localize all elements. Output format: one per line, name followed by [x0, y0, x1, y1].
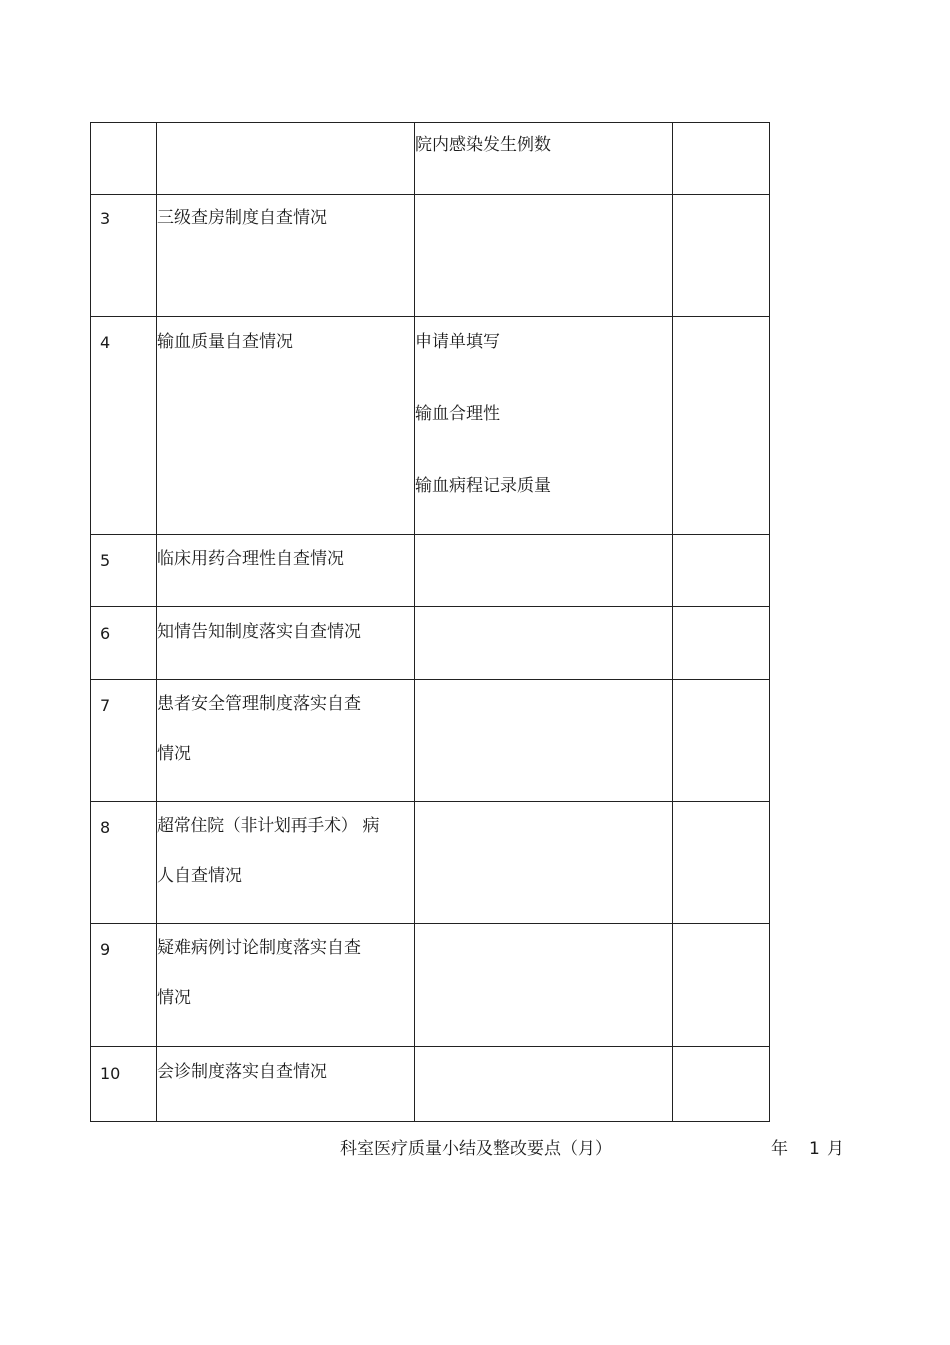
- year-label: 年: [771, 1139, 788, 1159]
- result-cell: [673, 535, 770, 607]
- item-text: 患者安全管理制度落实自查: [157, 694, 361, 714]
- sub-item-cell: [415, 802, 673, 924]
- sub-item-cell: [415, 317, 673, 535]
- result-cell: [673, 1047, 770, 1122]
- row-number: 7: [91, 680, 157, 802]
- item-cell: [157, 924, 415, 1047]
- result-cell: [673, 802, 770, 924]
- item-text: 输血质量自查情况: [157, 332, 293, 352]
- row-number: 8: [91, 802, 157, 924]
- sub-item-cell: [415, 123, 673, 195]
- result-cell: [673, 317, 770, 535]
- item-text: 超常住院（非计划再手术） 病: [157, 816, 380, 836]
- item-cell: [157, 802, 415, 924]
- item-cell: [157, 1047, 415, 1122]
- item-text: 会诊制度落实自查情况: [157, 1062, 327, 1082]
- quality-checklist-table: [90, 122, 770, 1122]
- result-cell: [673, 195, 770, 317]
- row-number: 9: [91, 924, 157, 1047]
- table-row: [91, 1047, 770, 1122]
- table-row: [91, 317, 770, 535]
- item-text: 临床用药合理性自查情况: [157, 549, 344, 569]
- result-cell: [673, 924, 770, 1047]
- sub-item-cell: [415, 607, 673, 680]
- item-cell: [157, 535, 415, 607]
- sub-item-cell: [415, 195, 673, 317]
- row-number: 4: [91, 317, 157, 535]
- table-row: [91, 802, 770, 924]
- result-cell: [673, 607, 770, 680]
- item-text: 三级查房制度自查情况: [157, 208, 327, 228]
- sub-item-text: 申请单填写: [415, 332, 500, 352]
- item-cell: [157, 123, 415, 195]
- result-cell: [673, 680, 770, 802]
- item-text: 知情告知制度落实自查情况: [157, 622, 361, 642]
- sub-item-cell: [415, 924, 673, 1047]
- row-number: 3: [91, 195, 157, 317]
- month-label: 月: [827, 1139, 844, 1159]
- table-row: [91, 607, 770, 680]
- item-cell: [157, 607, 415, 680]
- table-row: [91, 924, 770, 1047]
- table-row: [91, 680, 770, 802]
- row-number: 10: [91, 1047, 157, 1122]
- item-text: 疑难病例讨论制度落实自查: [157, 938, 361, 958]
- summary-title: 科室医疗质量小结及整改要点（月）: [340, 1139, 612, 1159]
- month-value: 1: [809, 1139, 820, 1159]
- item-text: 情况: [157, 988, 191, 1008]
- item-cell: [157, 317, 415, 535]
- sub-item-text: 输血病程记录质量: [415, 476, 551, 496]
- item-text: 情况: [157, 744, 191, 764]
- sub-item-cell: [415, 1047, 673, 1122]
- item-cell: [157, 195, 415, 317]
- table-row: [91, 535, 770, 607]
- sub-item-cell: [415, 680, 673, 802]
- sub-item-cell: [415, 535, 673, 607]
- table-row: [91, 123, 770, 195]
- item-cell: [157, 680, 415, 802]
- row-number: [91, 123, 157, 195]
- row-number: 5: [91, 535, 157, 607]
- sub-item-text: 院内感染发生例数: [415, 135, 551, 155]
- row-number: 6: [91, 607, 157, 680]
- item-text: 人自查情况: [157, 866, 242, 886]
- table-row: [91, 195, 770, 317]
- result-cell: [673, 123, 770, 195]
- sub-item-text: 输血合理性: [415, 404, 500, 424]
